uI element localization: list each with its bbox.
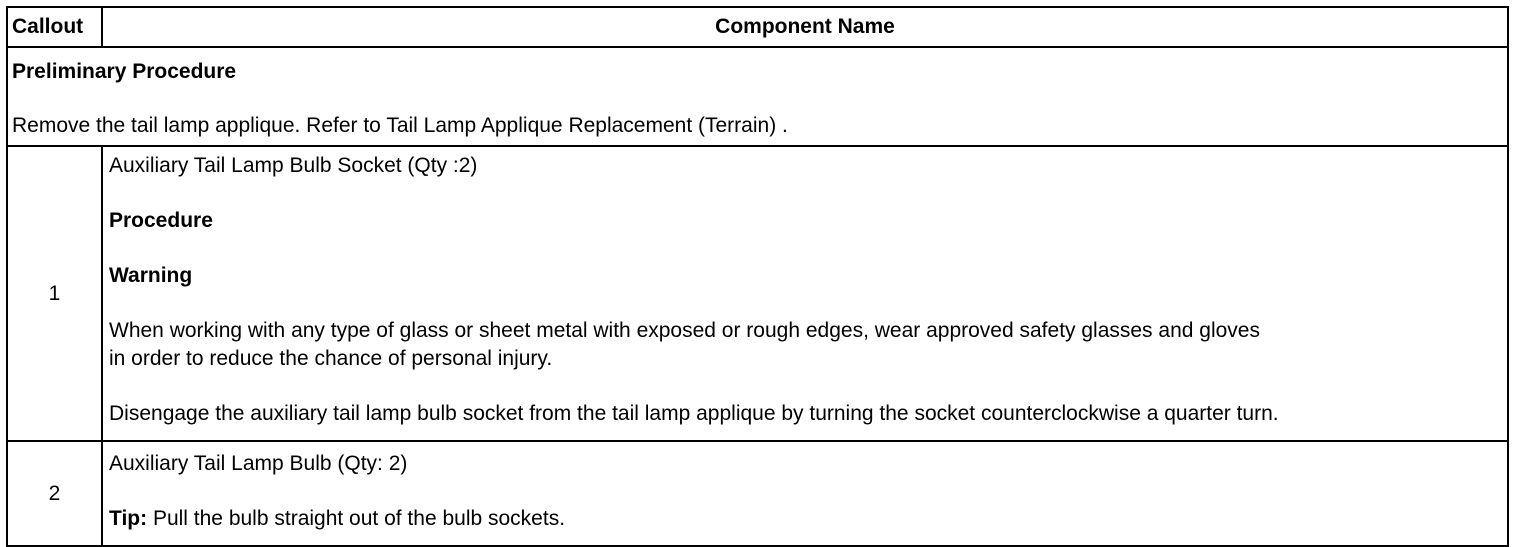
component-cell <box>102 441 1508 546</box>
tip-body: Pull the bulb straight out of the bulb sockets. <box>147 507 566 530</box>
component-title: Auxiliary Tail Lamp Bulb (Qty: 2) <box>109 452 408 475</box>
component-cell <box>102 146 1508 441</box>
tip-text <box>109 505 1507 533</box>
callout-column-header: Callout <box>7 7 102 47</box>
table-row <box>7 441 1508 546</box>
component-title: Auxiliary Tail Lamp Bulb Socket (Qty :2) <box>109 154 478 177</box>
warning-text-line-2: in order to reduce the chance of personal injury. <box>109 347 553 370</box>
callout-number: 1 <box>7 146 102 441</box>
warning-label: Warning <box>109 264 193 287</box>
preliminary-text: Remove the tail lamp applique. Refer to Tail Lamp Applique Replacement (Terrain) . <box>12 114 788 137</box>
table-row <box>7 146 1508 441</box>
preliminary-cell <box>7 47 1508 146</box>
warning-text <box>109 317 1507 373</box>
component-name-column-header: Component Name <box>102 7 1508 47</box>
tip-label: Tip: <box>109 507 148 530</box>
preliminary-row <box>7 47 1508 146</box>
warning-text-line-1: When working with any type of glass or sheet metal with exposed or rough edges, wear approved safety glasses and gloves <box>109 319 1260 342</box>
procedure-table <box>6 6 1509 547</box>
header-row <box>7 7 1508 47</box>
callout-number: 2 <box>7 441 102 546</box>
procedure-label: Procedure <box>109 209 213 232</box>
instruction-text: Disengage the auxiliary tail lamp bulb socket from the tail lamp applique by turning the socket counterclockwise a quarter turn. <box>109 402 1279 425</box>
preliminary-heading: Preliminary Procedure <box>12 60 237 83</box>
